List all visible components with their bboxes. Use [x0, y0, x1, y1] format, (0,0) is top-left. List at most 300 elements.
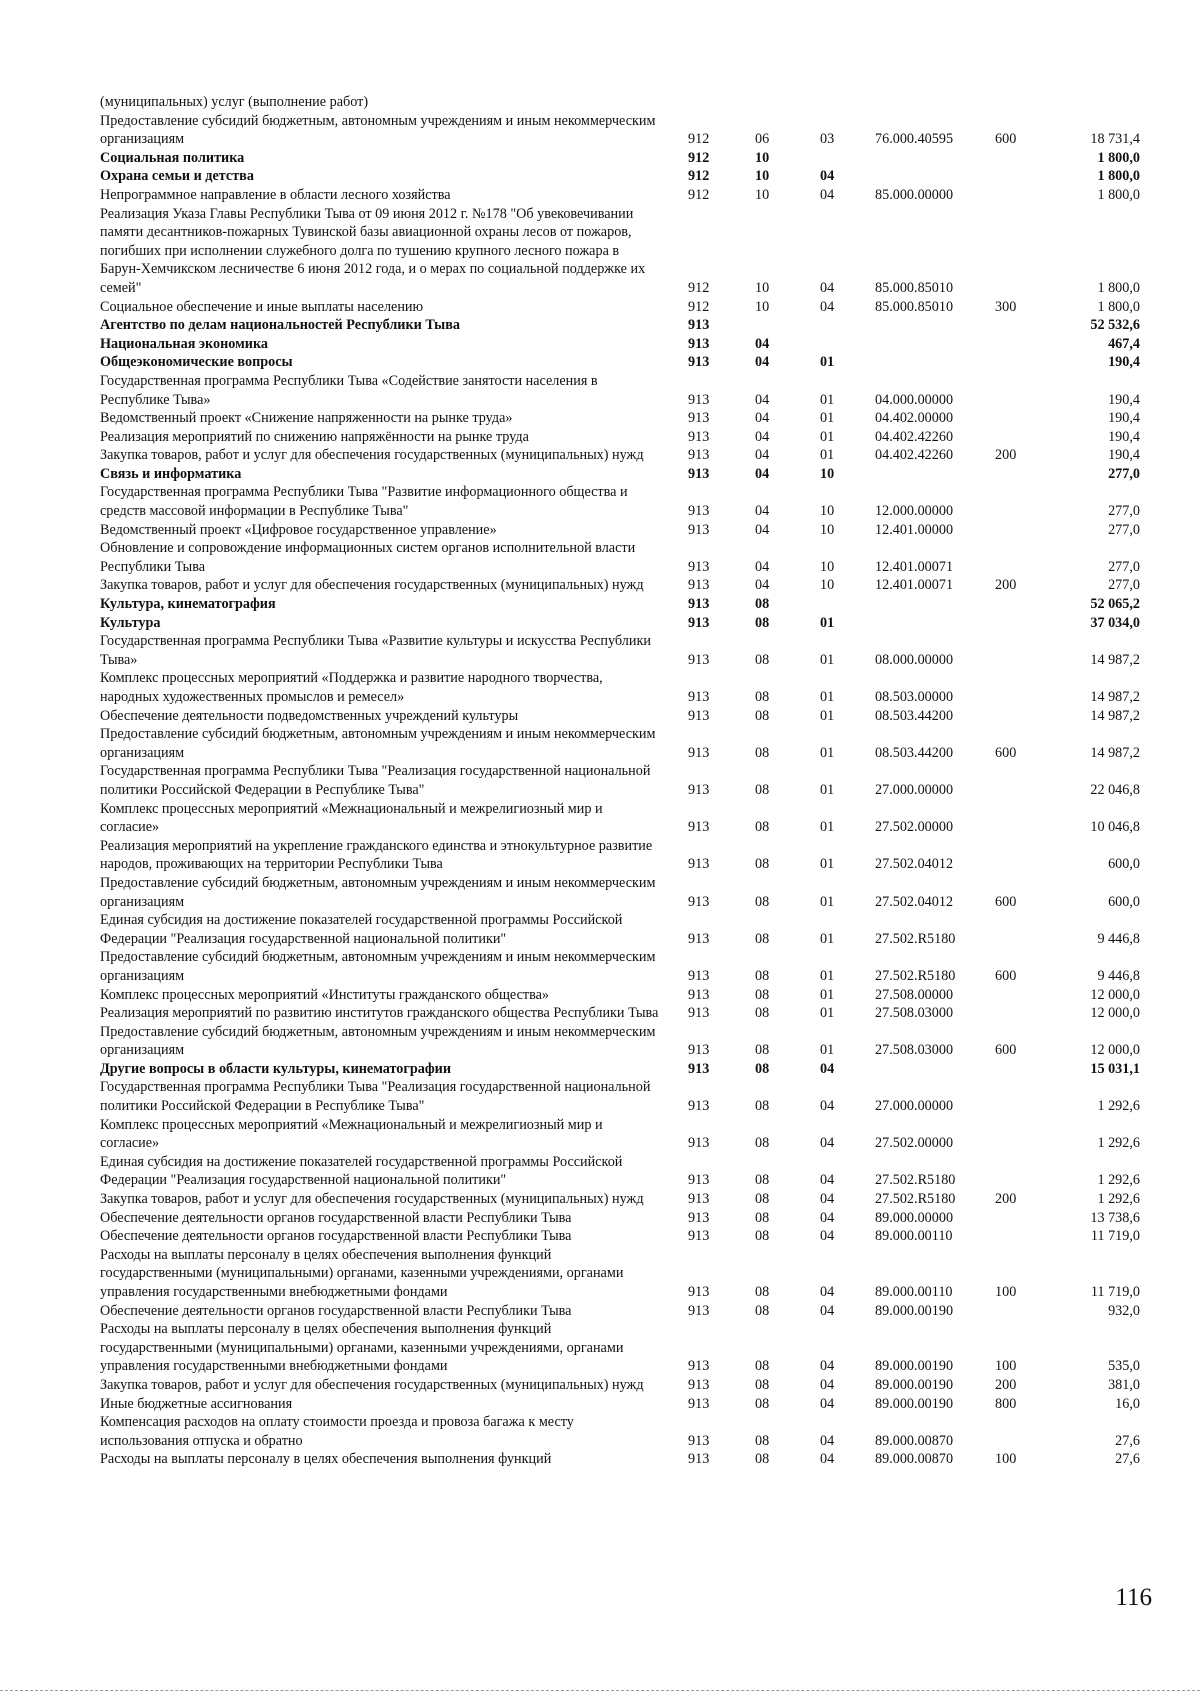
ved-code: 913 — [688, 1228, 710, 1245]
ved-code: 913 — [688, 856, 710, 873]
section-code: 08 — [755, 1302, 770, 1319]
ved-code: 912 — [688, 149, 710, 166]
section-code: 08 — [755, 596, 770, 613]
amount: 277,0 — [1108, 503, 1140, 520]
table-row — [100, 1395, 1140, 1414]
subsection-code: 01 — [820, 707, 835, 724]
ved-code: 913 — [688, 1376, 710, 1393]
table-row — [100, 595, 1140, 614]
amount: 9 446,8 — [1097, 967, 1140, 984]
target-article-code: 27.000.00000 — [875, 1098, 954, 1115]
ved-code: 913 — [688, 1042, 710, 1059]
amount: 10 046,8 — [1090, 819, 1140, 836]
amount: 535,0 — [1108, 1358, 1140, 1375]
subsection-code: 10 — [820, 577, 835, 594]
ved-code: 913 — [688, 428, 710, 445]
table-row — [100, 874, 1140, 911]
section-code: 08 — [755, 744, 770, 761]
table-row — [100, 1246, 1140, 1302]
row-name: Предоставление субсидий бюджетным, автономным учреждениям и иным некоммерческим организациям — [100, 949, 656, 984]
row-name: Социальное обеспечение и иные выплаты населению — [100, 298, 424, 315]
expense-type-code: 200 — [995, 1376, 1017, 1393]
row-name: Единая субсидия на достижение показателей государственной программы Российской Федерации "Реализация государственной национальной политики" — [100, 1153, 623, 1189]
subsection-code: 01 — [820, 651, 835, 668]
ved-code: 912 — [688, 279, 710, 296]
row-name: Предоставление субсидий бюджетным, автономным учреждениям и иным некоммерческим организациям — [100, 1023, 656, 1059]
section-code: 04 — [755, 354, 770, 371]
row-name: Охрана семьи и детства — [100, 168, 254, 185]
row-name: Закупка товаров, работ и услуг для обеспечения государственных (муниципальных) нужд — [100, 1376, 644, 1393]
section-code: 08 — [755, 819, 770, 836]
ved-code: 913 — [688, 465, 710, 482]
subsection-code: 10 — [820, 558, 835, 575]
ved-code: 913 — [688, 1209, 710, 1226]
subsection-code: 04 — [820, 186, 835, 203]
table-row — [100, 149, 1140, 168]
expense-type-code: 800 — [995, 1395, 1017, 1412]
target-article-code: 12.401.00071 — [875, 577, 954, 594]
table-row — [100, 1060, 1140, 1079]
table-row — [100, 465, 1140, 484]
subsection-code: 04 — [820, 1451, 835, 1468]
table-row — [100, 800, 1140, 837]
subsection-code: 03 — [820, 131, 835, 148]
table-row — [100, 1302, 1140, 1321]
section-code: 08 — [755, 1432, 770, 1449]
subsection-code: 01 — [820, 614, 835, 631]
subsection-code: 01 — [820, 930, 835, 947]
expense-type-code: 200 — [995, 447, 1017, 464]
row-name: Культура — [100, 614, 161, 631]
amount: 11 719,0 — [1090, 1228, 1140, 1245]
section-code: 10 — [755, 168, 770, 185]
amount: 1 800,0 — [1097, 298, 1140, 315]
ved-code: 913 — [688, 893, 710, 910]
subsection-code: 04 — [820, 298, 835, 315]
row-name: Обеспечение деятельности органов государственной власти Республики Тыва — [100, 1209, 572, 1226]
row-name: Государственная программа Республики Тыва "Реализация государственной национальной политики Российской Федерации в Республике Тыва" — [100, 1079, 651, 1115]
target-article-code: 04.402.42260 — [875, 428, 954, 445]
row-name: Реализация Указа Главы Республики Тыва от 09 июня 2012 г. №178 "Об увековечивании памяти десантников-пожарных Тувинской базы авиационной охраны лесов от пожаров, погибших при исполнении служебного долга по тушению крупного лесного пожара в Барун-Хемчикском лесничестве 6 июня 2012 года, и о мерах по социальной поддержке их семей" — [100, 205, 646, 296]
target-article-code: 08.000.00000 — [875, 651, 954, 668]
expense-type-code: 300 — [995, 298, 1017, 315]
table-row — [100, 335, 1140, 354]
amount: 1 292,6 — [1097, 1172, 1140, 1189]
amount: 190,4 — [1108, 428, 1140, 445]
amount: 9 446,8 — [1097, 930, 1140, 947]
table-row — [100, 632, 1140, 669]
amount: 16,0 — [1115, 1395, 1140, 1412]
amount: 14 987,2 — [1090, 651, 1140, 668]
row-name: Ведомственный проект «Цифровое государственное управление» — [100, 521, 497, 538]
target-article-code: 27.502.04012 — [875, 893, 954, 910]
ved-code: 913 — [688, 1135, 710, 1152]
target-article-code: 27.502.00000 — [875, 1135, 954, 1152]
ved-code: 913 — [688, 577, 710, 594]
ved-code: 913 — [688, 967, 710, 984]
table-row — [100, 1227, 1140, 1246]
subsection-code: 10 — [820, 465, 835, 482]
subsection-code: 01 — [820, 819, 835, 836]
subsection-code: 04 — [820, 1135, 835, 1152]
table-row — [100, 353, 1140, 372]
section-code: 08 — [755, 1451, 770, 1468]
section-code: 08 — [755, 1376, 770, 1393]
table-row — [100, 1376, 1140, 1395]
target-article-code: 12.000.00000 — [875, 503, 954, 520]
target-article-code: 27.502.R5180 — [875, 930, 956, 947]
table-row — [100, 762, 1140, 799]
amount: 277,0 — [1108, 521, 1140, 538]
target-article-code: 27.508.00000 — [875, 986, 954, 1003]
amount: 14 987,2 — [1090, 707, 1140, 724]
row-name: Комплекс процессных мероприятий «Межнациональный и межрелигиозный мир и согласие» — [100, 800, 603, 836]
table-row — [100, 1320, 1140, 1376]
row-name: Агентство по делам национальностей Республики Тыва — [100, 317, 460, 334]
target-article-code: 85.000.85010 — [875, 298, 954, 315]
section-code: 08 — [755, 930, 770, 947]
ved-code: 913 — [688, 614, 710, 631]
table-row — [100, 167, 1140, 186]
expense-type-code: 600 — [995, 744, 1017, 761]
ved-code: 913 — [688, 1060, 710, 1077]
target-article-code: 27.000.00000 — [875, 781, 954, 798]
section-code: 08 — [755, 856, 770, 873]
ved-code: 913 — [688, 1005, 710, 1022]
expense-type-code: 600 — [995, 131, 1017, 148]
subsection-code: 04 — [820, 1060, 835, 1077]
row-name: Культура, кинематография — [100, 596, 276, 613]
table-row — [100, 483, 1140, 520]
ved-code: 913 — [688, 503, 710, 520]
section-code: 10 — [755, 186, 770, 203]
ved-code: 913 — [688, 707, 710, 724]
row-name: Непрограммное направление в области лесного хозяйства — [100, 186, 451, 203]
target-article-code: 89.000.00000 — [875, 1209, 954, 1226]
subsection-code: 04 — [820, 1098, 835, 1115]
table-row — [100, 93, 1140, 112]
section-code: 08 — [755, 1191, 770, 1208]
expense-type-code: 100 — [995, 1284, 1017, 1300]
expense-type-code: 100 — [995, 1358, 1017, 1375]
subsection-code: 04 — [820, 1395, 835, 1412]
table-row — [100, 837, 1140, 874]
section-code: 04 — [755, 503, 770, 520]
ved-code: 913 — [688, 1191, 710, 1208]
section-code: 08 — [755, 1284, 770, 1300]
subsection-code: 04 — [820, 1284, 835, 1300]
ved-code: 913 — [688, 317, 710, 334]
section-code: 08 — [755, 893, 770, 910]
row-name: Государственная программа Республики Тыва «Развитие культуры и искусства Республики Тыва» — [100, 633, 651, 668]
section-code: 08 — [755, 1135, 770, 1152]
subsection-code: 01 — [820, 893, 835, 910]
subsection-code: 04 — [820, 1302, 835, 1319]
target-article-code: 04.000.00000 — [875, 391, 954, 408]
table-row — [100, 1209, 1140, 1228]
section-code: 04 — [755, 335, 770, 352]
section-code: 04 — [755, 410, 770, 427]
ved-code: 913 — [688, 1098, 710, 1115]
subsection-code: 01 — [820, 967, 835, 984]
row-name: Обновление и сопровождение информационных систем органов исполнительной власти Республики Тыва — [100, 540, 636, 575]
target-article-code: 76.000.40595 — [875, 131, 954, 148]
table-row — [100, 1023, 1140, 1060]
section-code: 04 — [755, 428, 770, 445]
subsection-code: 01 — [820, 1042, 835, 1059]
amount: 190,4 — [1108, 410, 1140, 427]
ved-code: 912 — [688, 168, 710, 185]
subsection-code: 04 — [820, 1172, 835, 1189]
ved-code: 913 — [688, 410, 710, 427]
target-article-code: 27.508.03000 — [875, 1042, 954, 1059]
row-name: Государственная программа Республики Тыва "Развитие информационного общества и средств массовой информации в Республике Тыва" — [100, 484, 628, 520]
amount: 52 065,2 — [1090, 596, 1140, 613]
row-name: Расходы на выплаты персоналу в целях обеспечения выполнения функций государственными (муниципальными) органами, казенными учреждениями, органами управления государственными внебюджетными фондами — [100, 1321, 624, 1375]
target-article-code: 12.401.00000 — [875, 521, 954, 538]
amount: 12 000,0 — [1090, 1042, 1140, 1059]
target-article-code: 89.000.00190 — [875, 1376, 954, 1393]
table-row — [100, 911, 1140, 948]
ved-code: 912 — [688, 298, 710, 315]
subsection-code: 01 — [820, 354, 835, 371]
subsection-code: 01 — [820, 447, 835, 464]
ved-code: 913 — [688, 1302, 710, 1319]
subsection-code: 04 — [820, 1191, 835, 1208]
amount: 932,0 — [1108, 1302, 1140, 1319]
page-edge-divider — [0, 1690, 1200, 1691]
target-article-code: 27.502.R5180 — [875, 1191, 956, 1208]
expense-type-code: 100 — [995, 1451, 1017, 1468]
ved-code: 913 — [688, 1451, 710, 1468]
amount: 190,4 — [1108, 354, 1140, 371]
target-article-code: 08.503.44200 — [875, 707, 954, 724]
row-name: Государственная программа Республики Тыва "Реализация государственной национальной политики Российской Федерации в Республике Тыва" — [100, 763, 651, 798]
table-row — [100, 1450, 1140, 1469]
row-name: Обеспечение деятельности органов государственной власти Республики Тыва — [100, 1302, 572, 1319]
section-code: 08 — [755, 651, 770, 668]
row-name: Закупка товаров, работ и услуг для обеспечения государственных (муниципальных) нужд — [100, 447, 644, 464]
row-name: Компенсация расходов на оплату стоимости проезда и провоза багажа к месту использования отпуска и обратно — [100, 1414, 574, 1449]
amount: 18 731,4 — [1090, 131, 1140, 148]
ved-code: 913 — [688, 986, 710, 1003]
ved-code: 913 — [688, 1358, 710, 1375]
table-row — [100, 948, 1140, 985]
amount: 277,0 — [1108, 577, 1140, 594]
subsection-code: 01 — [820, 1005, 835, 1022]
section-code: 08 — [755, 614, 770, 631]
section-code: 08 — [755, 1098, 770, 1115]
amount: 27,6 — [1115, 1451, 1140, 1468]
amount: 12 000,0 — [1090, 1005, 1140, 1022]
ved-code: 913 — [688, 1395, 710, 1412]
target-article-code: 27.502.00000 — [875, 819, 954, 836]
subsection-code: 01 — [820, 410, 835, 427]
amount: 277,0 — [1108, 558, 1140, 575]
row-name: Комплекс процессных мероприятий «Институты гражданского общества» — [100, 986, 549, 1003]
amount: 467,4 — [1108, 335, 1140, 352]
section-code: 08 — [755, 689, 770, 705]
section-code: 08 — [755, 707, 770, 724]
ved-code: 913 — [688, 781, 710, 798]
expense-type-code: 600 — [995, 893, 1017, 910]
table-row — [100, 428, 1140, 447]
amount: 1 800,0 — [1097, 168, 1140, 185]
target-article-code: 27.508.03000 — [875, 1005, 954, 1022]
amount: 381,0 — [1108, 1376, 1140, 1393]
row-name: Общеэкономические вопросы — [100, 354, 293, 371]
amount: 1 292,6 — [1097, 1135, 1140, 1152]
target-article-code: 04.402.00000 — [875, 410, 954, 427]
ved-code: 913 — [688, 930, 710, 947]
target-article-code: 08.503.00000 — [875, 689, 954, 705]
section-code: 08 — [755, 1228, 770, 1245]
row-name: Единая субсидия на достижение показателей государственной программы Российской Федерации "Реализация государственной национальной политики" — [100, 912, 623, 947]
amount: 27,6 — [1115, 1432, 1140, 1449]
section-code: 04 — [755, 447, 770, 464]
ved-code: 913 — [688, 1172, 710, 1189]
table-row — [100, 1078, 1140, 1115]
target-article-code: 12.401.00071 — [875, 558, 954, 575]
page-number: 116 — [1115, 1584, 1152, 1611]
row-name: Расходы на выплаты персоналу в целях обеспечения выполнения функций государственными (муниципальными) органами, казенными учреждениями, органами управления государственными внебюджетными фондами — [100, 1246, 624, 1300]
target-article-code: 89.000.00110 — [875, 1228, 953, 1245]
section-code: 10 — [755, 149, 770, 166]
ved-code: 913 — [688, 391, 710, 408]
section-code: 04 — [755, 465, 770, 482]
row-name: Реализация мероприятий по развитию институтов гражданского общества Республики Тыва — [100, 1005, 659, 1022]
table-row — [100, 669, 1140, 706]
ved-code: 913 — [688, 689, 710, 705]
subsection-code: 10 — [820, 521, 835, 538]
amount: 14 987,2 — [1090, 744, 1140, 761]
table-row — [100, 205, 1140, 298]
target-article-code: 85.000.00000 — [875, 186, 954, 203]
ved-code: 913 — [688, 744, 710, 761]
expense-type-code: 600 — [995, 1042, 1017, 1059]
amount: 1 800,0 — [1097, 279, 1140, 296]
row-name: Национальная экономика — [100, 335, 269, 352]
table-row — [100, 1004, 1140, 1023]
amount: 190,4 — [1108, 447, 1140, 464]
target-article-code: 89.000.00870 — [875, 1451, 954, 1468]
subsection-code: 01 — [820, 391, 835, 408]
row-name: Социальная политика — [100, 149, 245, 166]
section-code: 04 — [755, 391, 770, 408]
ved-code: 913 — [688, 1284, 710, 1300]
section-code: 08 — [755, 1209, 770, 1226]
target-article-code: 27.502.R5180 — [875, 967, 956, 984]
ved-code: 913 — [688, 447, 710, 464]
section-code: 08 — [755, 1172, 770, 1189]
row-name: Расходы на выплаты персоналу в целях обеспечения выполнения функций — [100, 1451, 552, 1468]
ved-code: 913 — [688, 354, 710, 371]
section-code: 08 — [755, 1358, 770, 1375]
table-row — [100, 539, 1140, 576]
ved-code: 913 — [688, 819, 710, 836]
section-code: 08 — [755, 1042, 770, 1059]
target-article-code: 89.000.00190 — [875, 1395, 954, 1412]
ved-code: 913 — [688, 1432, 710, 1449]
ved-code: 912 — [688, 131, 710, 148]
amount: 190,4 — [1108, 391, 1140, 408]
row-name: Государственная программа Республики Тыва «Содействие занятости населения в Республике Тыва» — [100, 372, 598, 408]
section-code: 08 — [755, 781, 770, 798]
target-article-code: 89.000.00110 — [875, 1284, 953, 1300]
section-code: 10 — [755, 298, 770, 315]
section-code: 08 — [755, 986, 770, 1003]
amount: 15 031,1 — [1090, 1060, 1140, 1077]
row-name: Связь и информатика — [100, 465, 242, 482]
subsection-code: 10 — [820, 503, 835, 520]
amount: 1 800,0 — [1097, 186, 1140, 203]
subsection-code: 01 — [820, 744, 835, 761]
row-name: Ведомственный проект «Снижение напряженности на рынке труда» — [100, 410, 513, 427]
amount: 600,0 — [1108, 856, 1140, 873]
row-name: Комплекс процессных мероприятий «Поддержка и развитие народного творчества, народных художественных промыслов и ремесел» — [100, 670, 603, 705]
amount: 1 292,6 — [1097, 1191, 1140, 1208]
amount: 12 000,0 — [1090, 986, 1140, 1003]
row-name: Иные бюджетные ассигнования — [100, 1395, 293, 1412]
amount: 1 292,6 — [1097, 1098, 1140, 1115]
ved-code: 912 — [688, 186, 710, 203]
target-article-code: 89.000.00870 — [875, 1432, 954, 1449]
section-code: 08 — [755, 1060, 770, 1077]
table-row — [100, 409, 1140, 428]
table-row — [100, 614, 1140, 633]
section-code: 08 — [755, 967, 770, 984]
table-row — [100, 1116, 1140, 1153]
section-code: 06 — [755, 131, 770, 148]
section-code: 08 — [755, 1005, 770, 1022]
subsection-code: 01 — [820, 986, 835, 1003]
table-row — [100, 725, 1140, 762]
row-name: Комплекс процессных мероприятий «Межнациональный и межрелигиозный мир и согласие» — [100, 1116, 603, 1152]
subsection-code: 04 — [820, 1228, 835, 1245]
amount: 277,0 — [1108, 465, 1140, 482]
ved-code: 913 — [688, 521, 710, 538]
subsection-code: 01 — [820, 781, 835, 798]
subsection-code: 04 — [820, 1376, 835, 1393]
target-article-code: 27.502.04012 — [875, 856, 954, 873]
row-name: Реализация мероприятий на укрепление гражданского единства и этнокультурное развитие народов, проживающих на территории Республики Тыва — [100, 837, 653, 873]
subsection-code: 04 — [820, 1432, 835, 1449]
subsection-code: 04 — [820, 279, 835, 296]
row-name: Предоставление субсидий бюджетным, автономным учреждениям и иным некоммерческим организациям — [100, 112, 656, 148]
amount: 600,0 — [1108, 893, 1140, 910]
row-name: Закупка товаров, работ и услуг для обеспечения государственных (муниципальных) нужд — [100, 1191, 644, 1208]
ved-code: 913 — [688, 335, 710, 352]
target-article-code: 04.402.42260 — [875, 447, 954, 464]
table-row — [100, 1413, 1140, 1450]
amount: 22 046,8 — [1090, 781, 1140, 798]
subsection-code: 04 — [820, 1209, 835, 1226]
target-article-code: 27.502.R5180 — [875, 1172, 956, 1189]
expense-type-code: 200 — [995, 1191, 1017, 1208]
target-article-code: 85.000.85010 — [875, 279, 954, 296]
table-row — [100, 986, 1140, 1005]
subsection-code: 04 — [820, 1358, 835, 1375]
amount: 52 532,6 — [1090, 317, 1140, 334]
table-row — [100, 112, 1140, 149]
row-name: (муниципальных) услуг (выполнение работ) — [100, 94, 369, 110]
subsection-code: 01 — [820, 428, 835, 445]
row-name: Реализация мероприятий по снижению напряжённости на рынке труда — [100, 428, 529, 445]
amount: 14 987,2 — [1090, 689, 1140, 705]
table-row — [100, 1153, 1140, 1190]
expense-type-code: 200 — [995, 577, 1017, 594]
ved-code: 913 — [688, 651, 710, 668]
